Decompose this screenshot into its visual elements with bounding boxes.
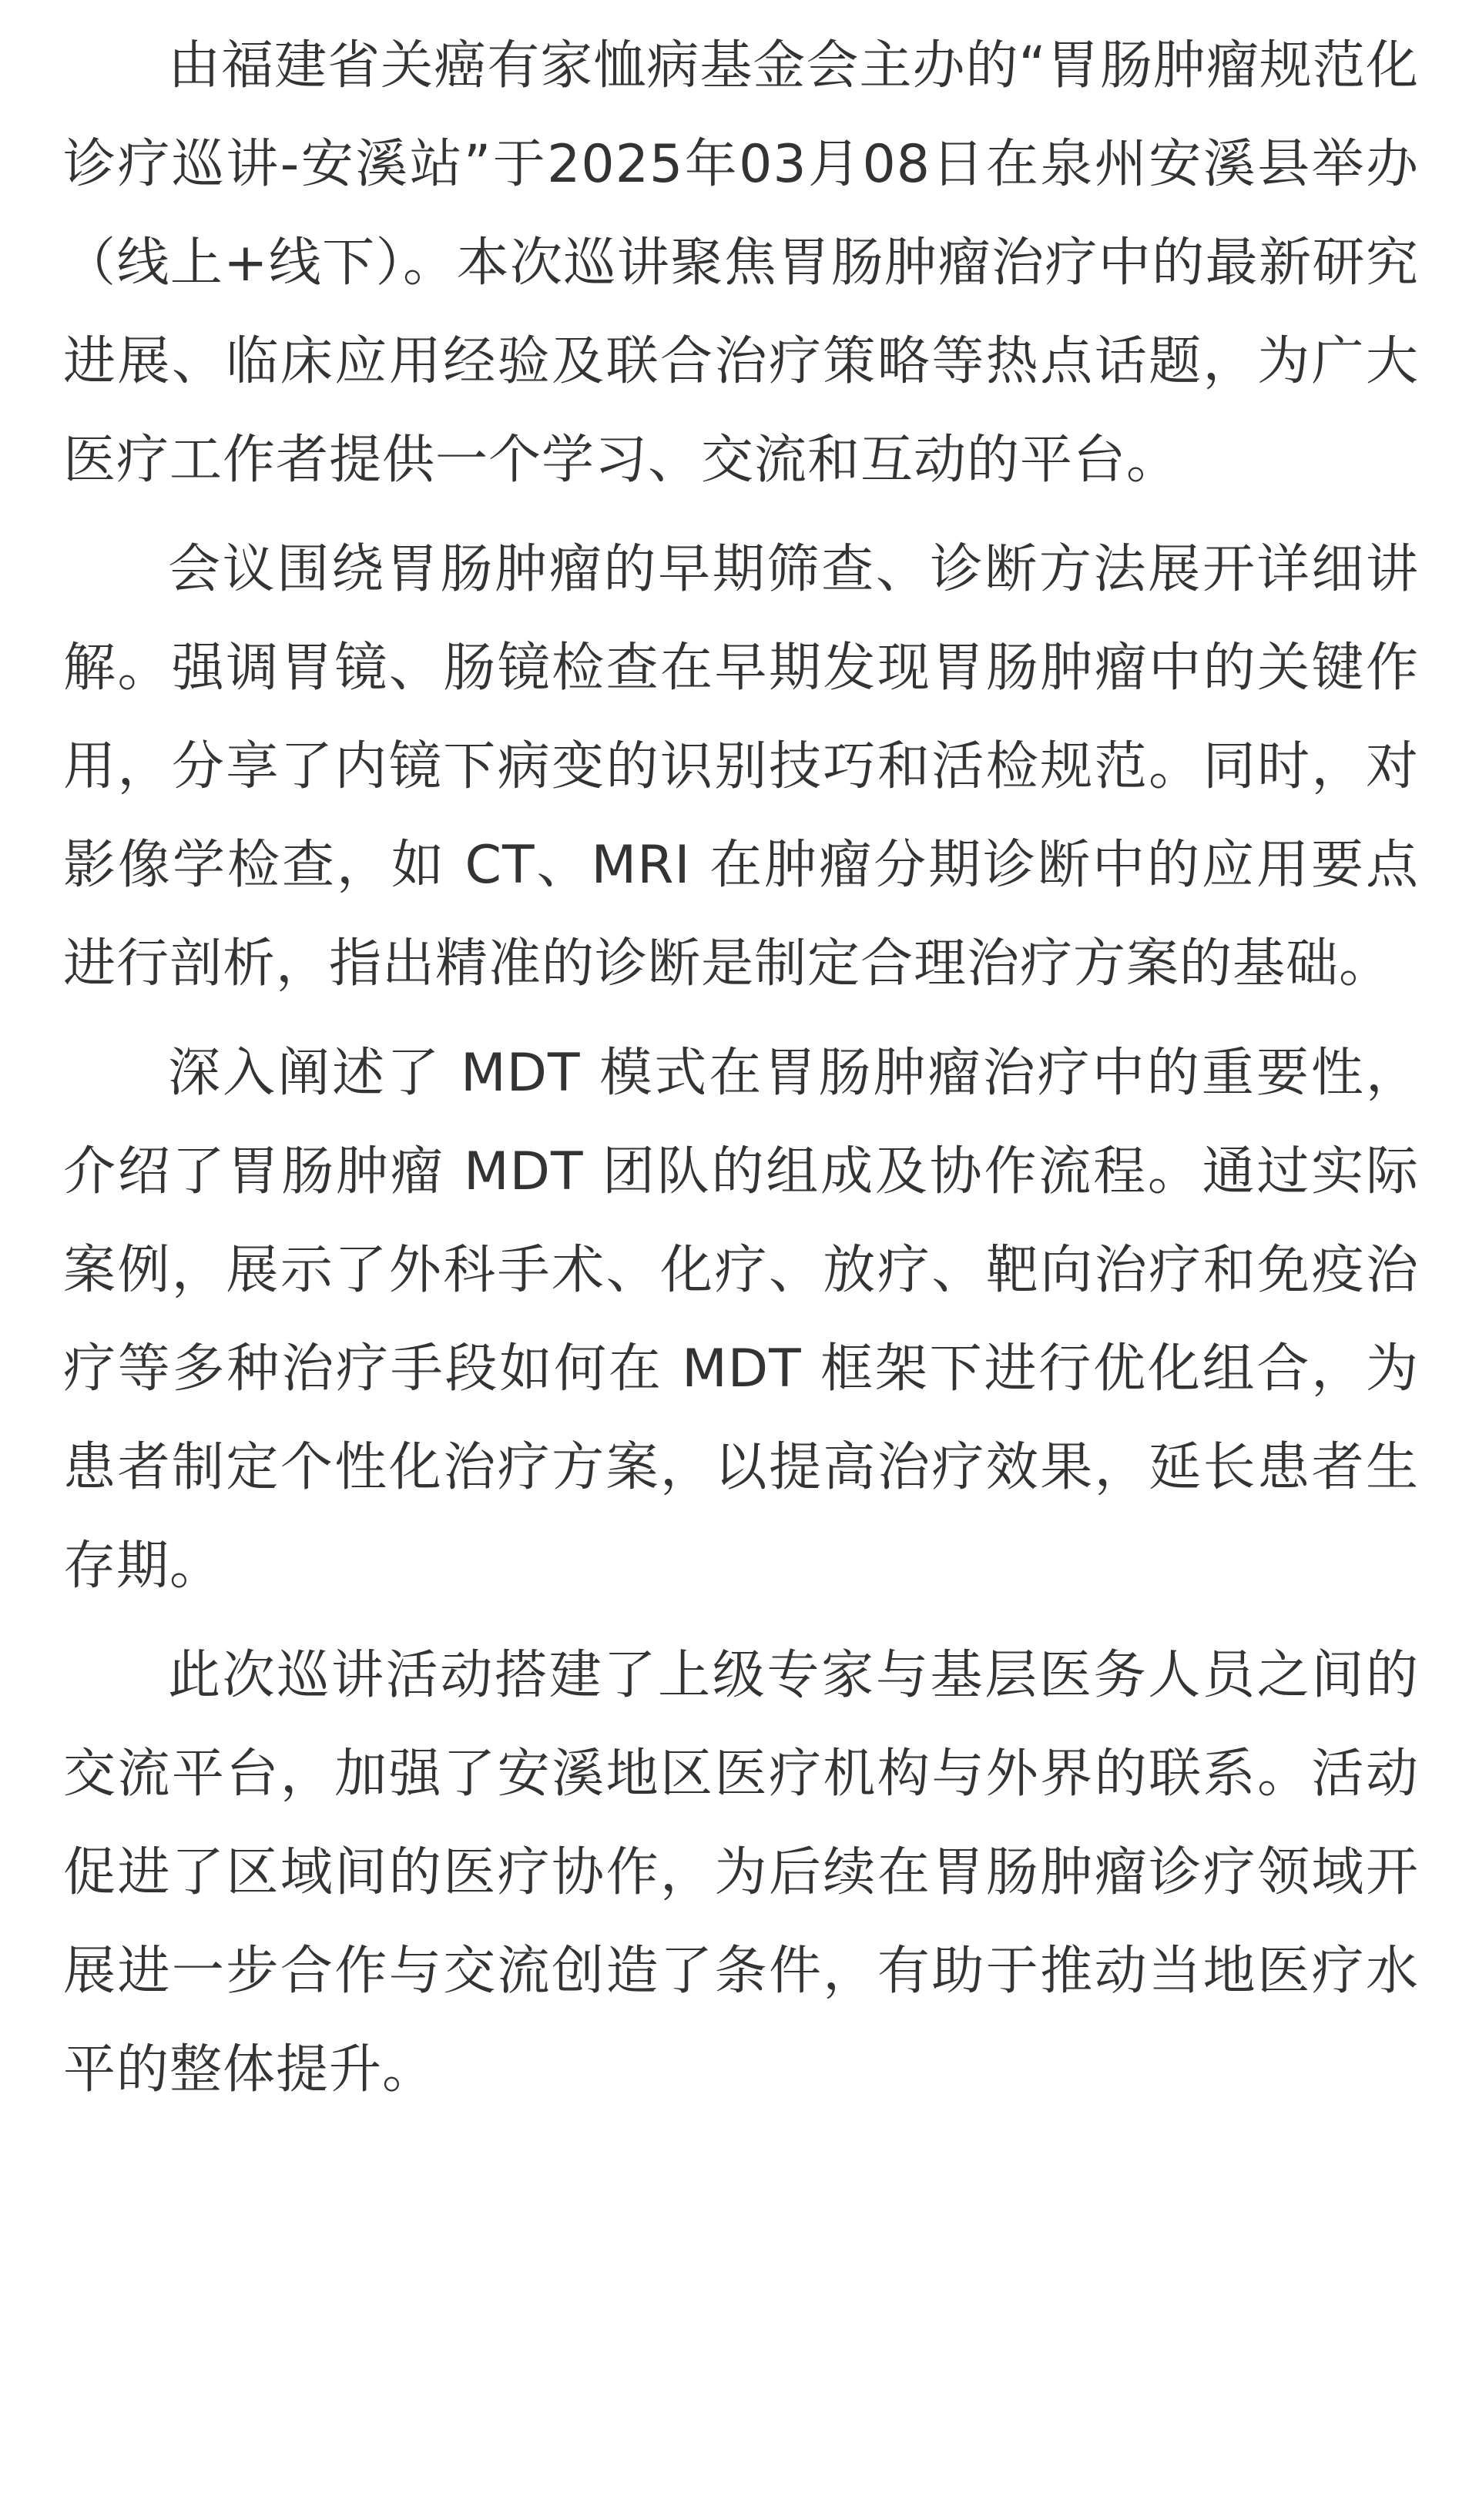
paragraph-diagnosis: 会议围绕胃肠肿瘤的早期筛查、诊断方法展开详细讲解。强调胃镜、肠镜检查在早期发现胃肠肿瘤中的关键作用，分享了内镜下病变的识别技巧和活检规范。同时，对影像学检查，如 CT、MRI 在肿瘤分期诊断中的应用要点进行剖析，指出精准的诊断是制定合理治疗方案的基础。	[63, 539, 1419, 994]
paragraph-intro: 由福建省关癌有家恤病基金会主办的“胃肠肿瘤规范化诊疗巡讲-安溪站”于2025年03月08日在泉州安溪县举办（线上+线下）。本次巡讲聚焦胃肠肿瘤治疗中的最新研究进展、临床应用经验及联合治疗策略等热点话题，为广大医疗工作者提供一个学习、交流和互动的平台。	[63, 35, 1419, 491]
paragraph-conclusion: 此次巡讲活动搭建了上级专家与基层医务人员之间的交流平台，加强了安溪地区医疗机构与外界的联系。活动促进了区域间的医疗协作，为后续在胃肠肿瘤诊疗领域开展进一步合作与交流创造了条件，有助于推动当地医疗水平的整体提升。	[63, 1645, 1419, 2100]
article-body	[63, 17, 1419, 2130]
paragraph-mdt: 深入阐述了 MDT 模式在胃肠肿瘤治疗中的重要性，介绍了胃肠肿瘤 MDT 团队的组成及协作流程。通过实际案例，展示了外科手术、化疗、放疗、靶向治疗和免疫治疗等多种治疗手段如何在 MDT 框架下进行优化组合，为患者制定个性化治疗方案，以提高治疗效果，延长患者生存期。	[63, 1043, 1419, 1597]
